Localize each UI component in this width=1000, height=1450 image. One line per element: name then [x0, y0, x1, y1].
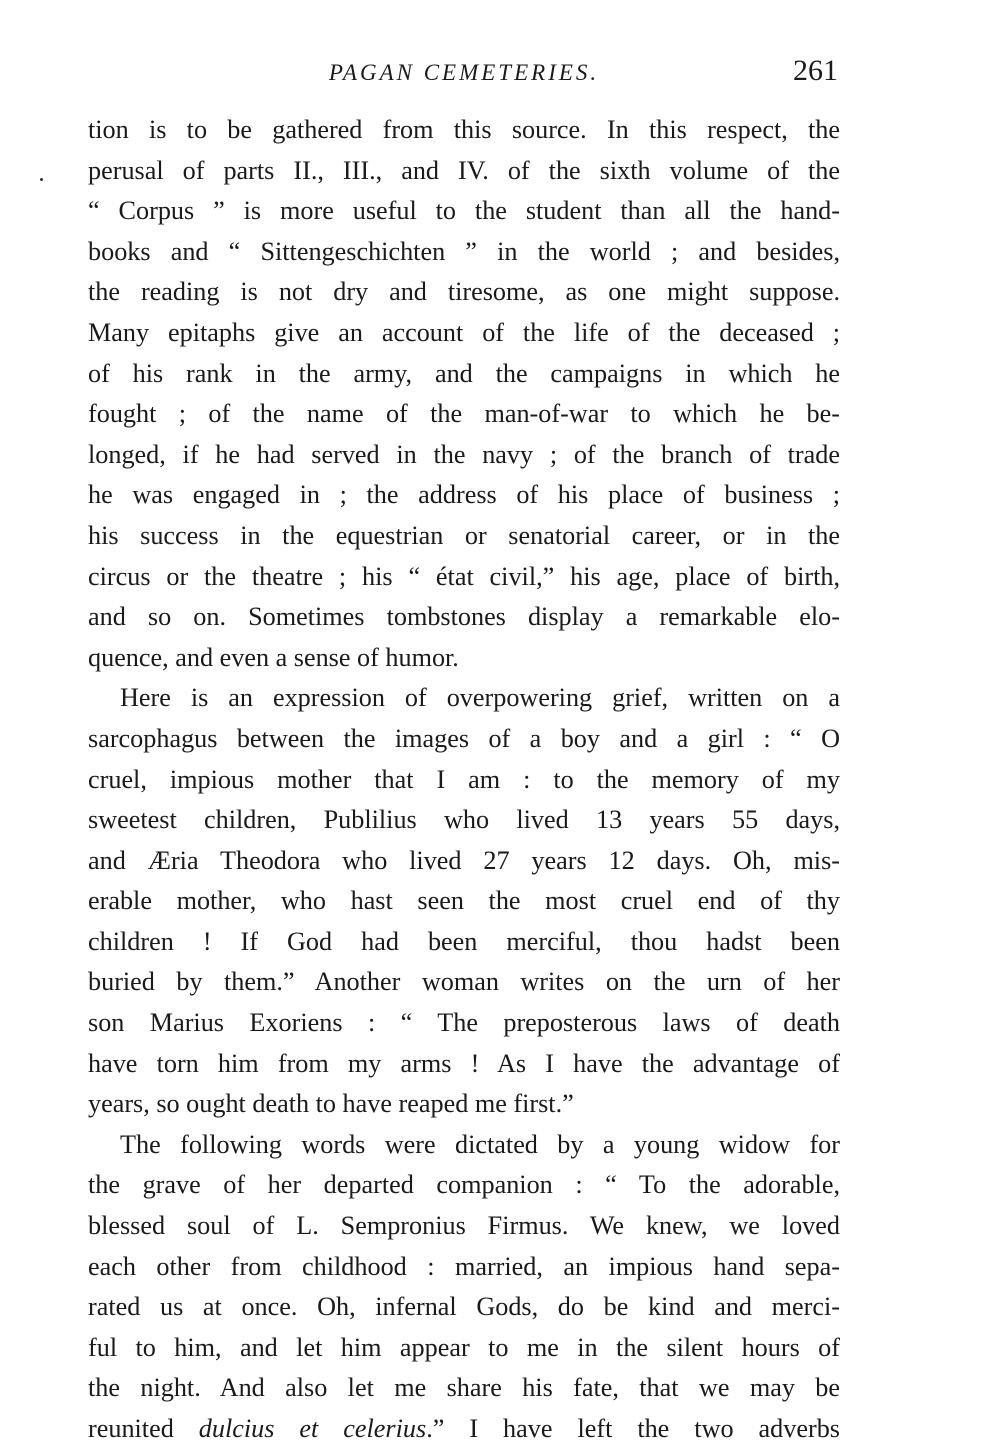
body-text: [88, 110, 840, 1450]
running-title: PAGAN CEMETERIES.: [328, 60, 600, 85]
text-line: books and “ Sittengeschichten ” in the world ; and besides,: [88, 236, 840, 266]
text-line: perusal of parts II., III., and IV. of the sixth volume of the: [88, 155, 840, 185]
text-line: have torn him from my arms ! As I have the advantage of: [88, 1048, 840, 1078]
latin-adverbs: dulcius et celerius: [198, 1414, 427, 1443]
text-line: of his rank in the army, and the campaigns in which he: [88, 358, 840, 388]
running-head: [88, 56, 840, 96]
text-line: Many epitaphs give an account of the life of the deceased ;: [88, 317, 840, 347]
text-line: years, so ought death to have reaped me first.”: [88, 1089, 574, 1119]
text-line: sweetest children, Publilius who lived 13 years 55 days,: [88, 805, 840, 835]
text-line: buried by them.” Another woman writes on the urn of her: [88, 967, 840, 997]
text-line: circus or the theatre ; his “ état civil,” his age, place of birth,: [88, 561, 840, 591]
text-line: the grave of her departed companion : “ To the adorable,: [88, 1170, 840, 1200]
text-line: “ Corpus ” is more useful to the student than all the hand-: [88, 196, 840, 226]
text-line: rated us at once. Oh, infernal Gods, do be kind and merci-: [88, 1292, 840, 1322]
text-line: longed, if he had served in the navy ; of the branch of trade: [88, 439, 840, 469]
text-line: son Marius Exoriens : “ The preposterous laws of death: [88, 1008, 840, 1038]
final-line-end: .” I have left the two adverbs: [426, 1414, 840, 1443]
final-line-start: reunited: [88, 1414, 199, 1443]
text-line: the reading is not dry and tiresome, as one might suppose.: [88, 277, 840, 307]
text-line: erable mother, who hast seen the most cruel end of thy: [88, 886, 840, 916]
stray-ink-mark: [40, 178, 43, 181]
text-line: and Æria Theodora who lived 27 years 12 days. Oh, mis-: [88, 845, 840, 875]
page-number: 261: [793, 54, 838, 87]
text-line: children ! If God had been merciful, thou hadst been: [88, 926, 840, 956]
text-line: and so on. Sometimes tombstones display a remarkable elo-: [88, 602, 840, 632]
text-line: the night. And also let me share his fate, that we may be: [88, 1373, 840, 1403]
text-line: fought ; of the name of the man-of-war to which he be-: [88, 399, 840, 429]
text-line: Here is an expression of overpowering grief, written on a: [120, 683, 840, 713]
text-line: tion is to be gathered from this source. In this respect, the: [88, 115, 840, 144]
text-line: quence, and even a sense of humor.: [88, 642, 459, 672]
text-line: he was engaged in ; the address of his place of business ;: [88, 480, 840, 510]
text-line: cruel, impious mother that I am : to the memory of my: [88, 764, 840, 794]
text-line: ful to him, and let him appear to me in the silent hours of: [88, 1332, 840, 1362]
text-line: The following words were dictated by a young widow for: [120, 1129, 840, 1159]
text-line: each other from childhood : married, an impious hand sepa-: [88, 1251, 840, 1281]
text-line: his success in the equestrian or senatorial career, or in the: [88, 520, 840, 550]
text-line: sarcophagus between the images of a boy and a girl : “ O: [88, 723, 840, 753]
text-line: blessed soul of L. Sempronius Firmus. We knew, we loved: [88, 1211, 840, 1241]
text-line-final: [88, 1409, 840, 1450]
